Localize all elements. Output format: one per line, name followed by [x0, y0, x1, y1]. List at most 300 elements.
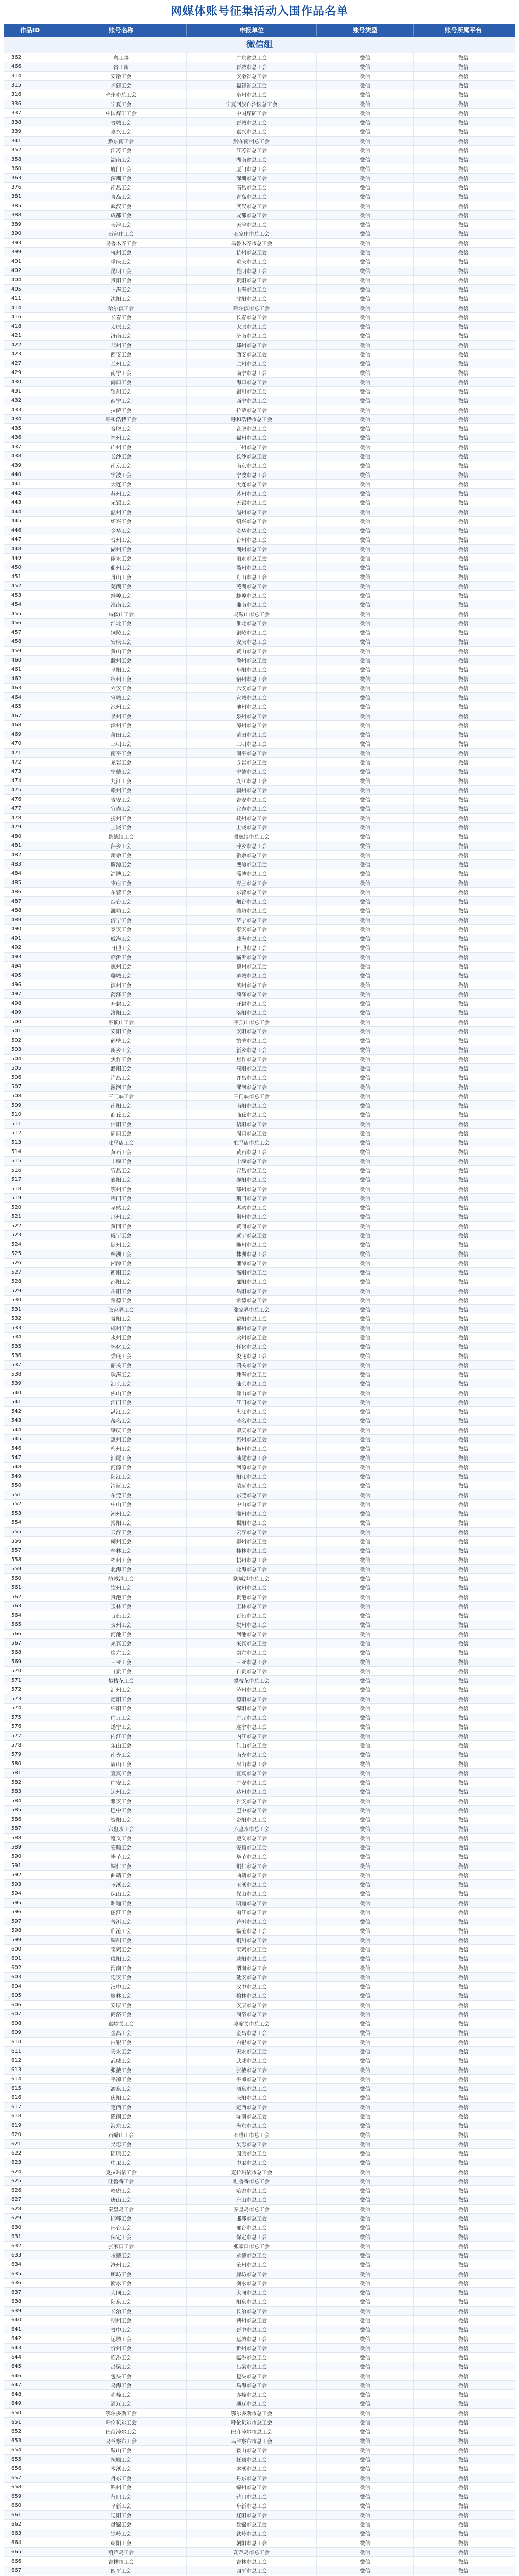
cell-platform: 微信 [414, 2418, 513, 2427]
table-row [4, 1175, 515, 1184]
cell-account-name: 黄冈工会 [56, 1222, 187, 1230]
cell-id: 621 [4, 2140, 56, 2148]
table-row [4, 266, 515, 276]
cell-id: 530 [4, 1296, 56, 1304]
cell-platform: 微信 [414, 2381, 513, 2389]
cell-account-type: 微信 [317, 1991, 414, 2000]
cell-account-name: 滁州工会 [56, 656, 187, 665]
cell-id: 580 [4, 1759, 56, 1768]
table-row [4, 2269, 515, 2279]
cell-platform: 微信 [414, 1314, 513, 1323]
table-row [4, 971, 515, 980]
table-row [4, 81, 515, 90]
cell-id: 558 [4, 1555, 56, 1564]
cell-account-name: 玉林工会 [56, 1602, 187, 1611]
cell-account-type: 微信 [317, 925, 414, 934]
cell-applicant: 武汉市总工会 [187, 201, 317, 210]
cell-account-name: 长治工会 [56, 2307, 187, 2315]
cell-applicant: 晋城市总工会 [187, 118, 317, 127]
cell-account-type: 微信 [317, 535, 414, 544]
table-row [4, 1945, 515, 1954]
cell-applicant: 宣城市总工会 [187, 693, 317, 702]
cell-platform: 微信 [414, 1852, 513, 1861]
cell-account-name: 南充工会 [56, 1750, 187, 1759]
cell-account-type: 微信 [317, 480, 414, 488]
table-row [4, 517, 515, 526]
table-row [4, 2010, 515, 2019]
cell-account-type: 微信 [317, 1824, 414, 1833]
cell-id: 618 [4, 2112, 56, 2121]
cell-applicant: 营口市总工会 [187, 2492, 317, 2501]
table-row [4, 1259, 515, 1268]
cell-account-name: 张掖工会 [56, 2065, 187, 2074]
cell-account-name: 焦作工会 [56, 1055, 187, 1063]
cell-id: 564 [4, 1611, 56, 1620]
cell-applicant: 朔州市总工会 [187, 2316, 317, 2325]
cell-applicant: 东营市总工会 [187, 888, 317, 896]
cell-account-type: 微信 [317, 2427, 414, 2436]
cell-applicant: 张家界市总工会 [187, 1305, 317, 1314]
cell-id: 648 [4, 2390, 56, 2399]
cell-id: 595 [4, 1899, 56, 1907]
cell-id: 629 [4, 2214, 56, 2223]
cell-account-type: 微信 [317, 1018, 414, 1026]
cell-platform: 微信 [414, 2084, 513, 2093]
table-row [4, 1973, 515, 1982]
cell-account-name: 盘锦工会 [56, 2520, 187, 2529]
cell-account-type: 微信 [317, 767, 414, 776]
header-account-type: 账号类型 [317, 24, 414, 36]
table-row [4, 1481, 515, 1490]
cell-account-type: 微信 [317, 192, 414, 201]
cell-applicant: 哈尔滨市总工会 [187, 303, 317, 312]
table-row [4, 2566, 515, 2575]
cell-applicant: 荆门市总工会 [187, 1194, 317, 1202]
cell-account-type: 微信 [317, 118, 414, 127]
cell-account-type: 微信 [317, 1509, 414, 1518]
cell-id: 314 [4, 72, 56, 80]
cell-applicant: 西宁市总工会 [187, 396, 317, 405]
table-row [4, 693, 515, 702]
cell-account-type: 微信 [317, 1212, 414, 1221]
table-row [4, 1027, 515, 1036]
cell-account-type: 微信 [317, 2195, 414, 2204]
cell-platform: 微信 [414, 387, 513, 396]
table-row [4, 1361, 515, 1370]
cell-id: 341 [4, 137, 56, 145]
table-row [4, 2140, 515, 2149]
cell-account-type: 微信 [317, 656, 414, 665]
table-row [4, 489, 515, 498]
cell-platform: 微信 [414, 591, 513, 600]
cell-id: 499 [4, 1008, 56, 1017]
cell-applicant: 邵阳市总工会 [187, 1277, 317, 1286]
table-row [4, 118, 515, 127]
cell-account-name: 九江工会 [56, 776, 187, 785]
table-row [4, 424, 515, 433]
cell-account-type: 微信 [317, 2409, 414, 2417]
table-row [4, 674, 515, 684]
table-row [4, 313, 515, 322]
cell-applicant: 长春市总工会 [187, 313, 317, 321]
cell-applicant: 承德市总工会 [187, 2251, 317, 2260]
cell-id: 423 [4, 350, 56, 359]
cell-account-type: 微信 [317, 1741, 414, 1750]
cell-applicant: 南京市总工会 [187, 461, 317, 470]
cell-platform: 微信 [414, 1936, 513, 1944]
cell-platform: 微信 [414, 1778, 513, 1787]
cell-account-name: 郴州工会 [56, 1324, 187, 1332]
table-row [4, 2427, 515, 2436]
cell-applicant: 延安市总工会 [187, 1973, 317, 1981]
cell-account-name: 遂宁工会 [56, 1722, 187, 1731]
table-row [4, 1138, 515, 1147]
cell-platform: 微信 [414, 1008, 513, 1017]
cell-platform: 微信 [414, 1861, 513, 1870]
table-row [4, 1834, 515, 1843]
cell-id: 437 [4, 443, 56, 451]
cell-id: 541 [4, 1398, 56, 1406]
cell-account-name: 广州工会 [56, 443, 187, 451]
cell-account-type: 微信 [317, 1435, 414, 1444]
cell-account-name: 崇左工会 [56, 1648, 187, 1657]
cell-applicant: 台州市总工会 [187, 535, 317, 544]
table-row [4, 1797, 515, 1806]
table-row [4, 2177, 515, 2186]
table-row [4, 2344, 515, 2353]
cell-applicant: 银川市总工会 [187, 387, 317, 396]
cell-id: 640 [4, 2316, 56, 2325]
cell-applicant: 龙岩市总工会 [187, 758, 317, 767]
cell-platform: 微信 [414, 2158, 513, 2167]
table-row [4, 2260, 515, 2269]
cell-account-name: 汉中工会 [56, 1982, 187, 1991]
cell-applicant: 忻州市总工会 [187, 2344, 317, 2352]
cell-id: 442 [4, 489, 56, 498]
cell-id: 388 [4, 211, 56, 219]
cell-account-name: 济宁工会 [56, 916, 187, 924]
cell-account-type: 微信 [317, 62, 414, 71]
table-row [4, 1555, 515, 1565]
cell-platform: 微信 [414, 378, 513, 386]
cell-account-name: 湘潭工会 [56, 1259, 187, 1267]
table-row [4, 1759, 515, 1769]
cell-applicant: 衡水市总工会 [187, 2279, 317, 2287]
cell-applicant: 大同市总工会 [187, 2288, 317, 2297]
cell-platform: 微信 [414, 628, 513, 637]
table-row [4, 925, 515, 934]
cell-applicant: 孝感市总工会 [187, 1203, 317, 1212]
table-row [4, 2251, 515, 2260]
cell-platform: 微信 [414, 851, 513, 859]
cell-account-type: 微信 [317, 1147, 414, 1156]
cell-platform: 微信 [414, 1871, 513, 1879]
cell-platform: 微信 [414, 498, 513, 507]
cell-applicant: 芜湖市总工会 [187, 582, 317, 590]
cell-id: 593 [4, 1880, 56, 1889]
cell-platform: 微信 [414, 1203, 513, 1212]
cell-platform: 微信 [414, 1036, 513, 1045]
cell-account-name: 宁波工会 [56, 470, 187, 479]
cell-account-name: 日照工会 [56, 943, 187, 952]
cell-account-type: 微信 [317, 1899, 414, 1907]
cell-id: 606 [4, 2001, 56, 2009]
cell-account-name: 衡水工会 [56, 2279, 187, 2287]
cell-account-type: 微信 [317, 2390, 414, 2399]
cell-platform: 微信 [414, 1147, 513, 1156]
cell-account-type: 微信 [317, 1926, 414, 1935]
cell-applicant: 茂名市总工会 [187, 1416, 317, 1425]
cell-id: 540 [4, 1388, 56, 1397]
table-row [4, 127, 515, 137]
cell-account-type: 微信 [317, 1342, 414, 1351]
cell-platform: 微信 [414, 1472, 513, 1481]
cell-applicant: 钦州市总工会 [187, 1583, 317, 1592]
cell-account-type: 微信 [317, 1444, 414, 1453]
cell-account-type: 微信 [317, 2269, 414, 2278]
cell-applicant: 汕尾市总工会 [187, 1453, 317, 1462]
cell-id: 479 [4, 823, 56, 832]
cell-id: 445 [4, 517, 56, 526]
cell-account-type: 微信 [317, 405, 414, 414]
cell-platform: 微信 [414, 99, 513, 108]
cell-id: 529 [4, 1286, 56, 1295]
cell-account-type: 微信 [317, 2548, 414, 2556]
table-row [4, 2529, 515, 2538]
cell-account-type: 微信 [317, 1963, 414, 1972]
cell-platform: 微信 [414, 229, 513, 238]
cell-account-name: 沧州工会 [56, 2260, 187, 2269]
cell-applicant: 临沂市总工会 [187, 953, 317, 961]
cell-applicant: 萍乡市总工会 [187, 841, 317, 850]
cell-id: 620 [4, 2130, 56, 2139]
cell-account-name: 漳州工会 [56, 721, 187, 730]
cell-id: 646 [4, 2371, 56, 2380]
cell-applicant: 拉萨市总工会 [187, 405, 317, 414]
cell-id: 657 [4, 2473, 56, 2482]
cell-account-type: 微信 [317, 331, 414, 340]
table-row [4, 303, 515, 313]
cell-id: 513 [4, 1138, 56, 1147]
cell-account-type: 微信 [317, 953, 414, 961]
cell-applicant: 温州市总工会 [187, 507, 317, 516]
cell-account-type: 微信 [317, 1416, 414, 1425]
table-row [4, 1203, 515, 1212]
cell-applicant: 荆州市总工会 [187, 1212, 317, 1221]
cell-account-type: 微信 [317, 2019, 414, 2028]
cell-id: 431 [4, 387, 56, 396]
cell-applicant: 佛山市总工会 [187, 1388, 317, 1397]
cell-id: 586 [4, 1815, 56, 1824]
cell-account-type: 微信 [317, 1945, 414, 1954]
cell-id: 605 [4, 1991, 56, 2000]
cell-applicant: 漳州市总工会 [187, 721, 317, 730]
table-row [4, 545, 515, 554]
cell-id: 569 [4, 1657, 56, 1666]
cell-id: 508 [4, 1092, 56, 1100]
cell-account-type: 微信 [317, 1453, 414, 1462]
cell-platform: 微信 [414, 823, 513, 832]
cell-id: 456 [4, 619, 56, 628]
cell-account-name: 萍乡工会 [56, 841, 187, 850]
cell-id: 587 [4, 1824, 56, 1833]
table-row [4, 1500, 515, 1509]
table-row [4, 2065, 515, 2075]
cell-applicant: 潮州市总工会 [187, 1509, 317, 1518]
cell-applicant: 河池市总工会 [187, 1630, 317, 1638]
cell-platform: 微信 [414, 480, 513, 488]
cell-account-name: 渭南工会 [56, 1963, 187, 1972]
table-row [4, 980, 515, 990]
cell-platform: 微信 [414, 1231, 513, 1240]
cell-id: 500 [4, 1018, 56, 1026]
table-row [4, 906, 515, 916]
table-row [4, 2538, 515, 2548]
cell-account-type: 微信 [317, 2001, 414, 2009]
cell-id: 467 [4, 711, 56, 720]
cell-platform: 微信 [414, 1602, 513, 1611]
cell-account-type: 微信 [317, 897, 414, 906]
cell-applicant: 亳州市总工会 [187, 90, 317, 99]
table-row [4, 563, 515, 572]
cell-applicant: 崇左市总工会 [187, 1648, 317, 1657]
cell-applicant: 珠海市总工会 [187, 1370, 317, 1379]
cell-account-type: 微信 [317, 1398, 414, 1406]
cell-account-type: 微信 [317, 276, 414, 284]
cell-platform: 微信 [414, 2149, 513, 2158]
cell-id: 661 [4, 2511, 56, 2519]
cell-account-type: 微信 [317, 1064, 414, 1073]
table-row [4, 1277, 515, 1286]
cell-platform: 微信 [414, 711, 513, 720]
cell-id: 487 [4, 897, 56, 906]
cell-platform: 微信 [414, 155, 513, 164]
cell-account-name: 临沂工会 [56, 953, 187, 961]
cell-applicant: 定西市总工会 [187, 2103, 317, 2111]
cell-applicant: 淮南市总工会 [187, 600, 317, 609]
cell-platform: 微信 [414, 674, 513, 683]
cell-platform: 微信 [414, 2047, 513, 2056]
cell-account-name: 曲靖工会 [56, 1871, 187, 1879]
cell-account-type: 微信 [317, 1583, 414, 1592]
cell-account-type: 微信 [317, 1546, 414, 1555]
cell-applicant: 贵港市总工会 [187, 1592, 317, 1601]
cell-account-type: 微信 [317, 2242, 414, 2250]
cell-account-name: 周口工会 [56, 1129, 187, 1138]
cell-applicant: 锦州市总工会 [187, 2483, 317, 2492]
cell-id: 560 [4, 1574, 56, 1583]
table-row [4, 1741, 515, 1750]
cell-account-name: 包头工会 [56, 2371, 187, 2380]
cell-account-name: 雅安工会 [56, 1797, 187, 1805]
cell-applicant: 安庆市总工会 [187, 637, 317, 646]
cell-account-name: 丽水工会 [56, 554, 187, 563]
cell-account-name: 孝感工会 [56, 1203, 187, 1212]
cell-platform: 微信 [414, 1667, 513, 1675]
cell-id: 549 [4, 1472, 56, 1481]
cell-account-type: 微信 [317, 749, 414, 757]
cell-applicant: 铁岭市总工会 [187, 2529, 317, 2538]
cell-account-type: 微信 [317, 2297, 414, 2306]
cell-id: 547 [4, 1453, 56, 1462]
cell-applicant: 聊城市总工会 [187, 971, 317, 980]
cell-id: 645 [4, 2362, 56, 2371]
table-row [4, 62, 515, 72]
cell-platform: 微信 [414, 535, 513, 544]
cell-account-type: 微信 [317, 1620, 414, 1629]
cell-account-name: 铜仁工会 [56, 1861, 187, 1870]
cell-id: 441 [4, 480, 56, 488]
table-row [4, 2436, 515, 2446]
cell-platform: 微信 [414, 183, 513, 192]
cell-id: 470 [4, 739, 56, 748]
table-row [4, 786, 515, 795]
cell-account-name: 白银工会 [56, 2038, 187, 2046]
cell-id: 619 [4, 2121, 56, 2130]
cell-applicant: 安徽省总工会 [187, 72, 317, 80]
cell-id: 533 [4, 1324, 56, 1332]
cell-applicant: 临沧市总工会 [187, 1926, 317, 1935]
cell-platform: 微信 [414, 2511, 513, 2519]
cell-account-name: 秦皇岛工会 [56, 2205, 187, 2213]
cell-account-name: 烟台工会 [56, 897, 187, 906]
cell-account-type: 微信 [317, 526, 414, 535]
cell-account-type: 微信 [317, 378, 414, 386]
cell-account-name: 酒泉工会 [56, 2084, 187, 2093]
cell-id: 537 [4, 1361, 56, 1369]
cell-platform: 微信 [414, 869, 513, 878]
table-row [4, 1407, 515, 1416]
table-row [4, 220, 515, 229]
cell-account-type: 微信 [317, 1861, 414, 1870]
cell-applicant: 秦皇岛市总工会 [187, 2205, 317, 2213]
table-row [4, 730, 515, 739]
cell-platform: 微信 [414, 1110, 513, 1119]
cell-account-name: 深圳工会 [56, 174, 187, 182]
table-row [4, 285, 515, 294]
cell-id: 610 [4, 2038, 56, 2046]
cell-platform: 微信 [414, 934, 513, 943]
cell-account-type: 微信 [317, 1500, 414, 1509]
cell-account-name: 苏州工会 [56, 489, 187, 498]
cell-account-type: 微信 [317, 1490, 414, 1499]
cell-account-type: 微信 [317, 1324, 414, 1332]
cell-platform: 微信 [414, 906, 513, 915]
cell-account-name: 蚌埠工会 [56, 591, 187, 600]
cell-applicant: 西安市总工会 [187, 350, 317, 359]
cell-platform: 微信 [414, 1490, 513, 1499]
cell-account-name: 安康工会 [56, 2001, 187, 2009]
cell-platform: 微信 [414, 517, 513, 526]
cell-account-name: 粤工事 [56, 53, 187, 62]
cell-platform: 微信 [414, 1787, 513, 1796]
cell-platform: 微信 [414, 405, 513, 414]
cell-account-type: 微信 [317, 2492, 414, 2501]
cell-account-name: 江门工会 [56, 1398, 187, 1406]
cell-account-name: 来宾工会 [56, 1639, 187, 1648]
cell-account-name: 珠海工会 [56, 1370, 187, 1379]
cell-account-type: 微信 [317, 545, 414, 553]
cell-platform: 微信 [414, 507, 513, 516]
cell-account-name: 晋工新 [56, 62, 187, 71]
cell-id: 438 [4, 452, 56, 461]
cell-account-type: 微信 [317, 313, 414, 321]
cell-platform: 微信 [414, 841, 513, 850]
cell-account-name: 沈阳工会 [56, 294, 187, 303]
cell-applicant: 赣州市总工会 [187, 786, 317, 794]
cell-account-name: 攀枝花工会 [56, 1676, 187, 1685]
cell-account-type: 微信 [317, 823, 414, 832]
